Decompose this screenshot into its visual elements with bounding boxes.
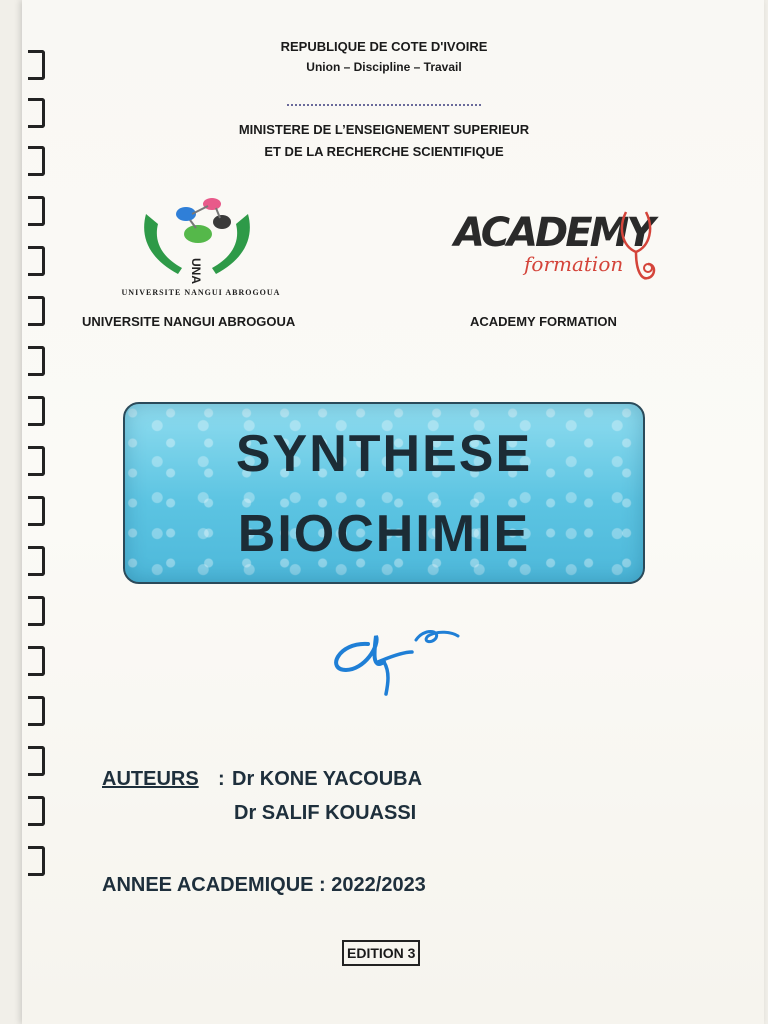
author-1: Dr KONE YACOUBA xyxy=(232,768,423,790)
una-logo-caption: UNIVERSITE NANGUI ABROGOUA xyxy=(121,288,281,297)
title-line-2: BIOCHIMIE xyxy=(237,505,531,563)
institution-una: UNIVERSITE NANGUI ABROGOUA xyxy=(82,314,296,329)
signature-icon xyxy=(328,622,468,702)
republic-header: REPUBLIQUE DE COTE D'IVOIRE xyxy=(280,39,488,54)
edition-badge: EDITION 3 xyxy=(342,940,420,966)
academy-logo-subtitle: formation xyxy=(524,252,624,276)
authors-label: AUTEURS xyxy=(102,768,199,790)
una-letters: UNA xyxy=(189,258,203,284)
academic-year: ANNEE ACADEMIQUE : 2022/2023 xyxy=(102,874,426,896)
title-banner xyxy=(123,402,645,584)
dotted-divider xyxy=(287,104,481,106)
una-logo-icon xyxy=(112,196,282,298)
institution-academy: ACADEMY FORMATION xyxy=(470,314,617,329)
title-line-1: SYNTHESE xyxy=(235,425,533,483)
ministry-line-2: ET DE LA RECHERCHE SCIENTIFIQUE xyxy=(264,144,504,159)
academy-logo-word: ACADEMY xyxy=(454,210,653,256)
national-motto: Union – Discipline – Travail xyxy=(306,60,462,74)
authors-colon: : xyxy=(218,768,225,790)
author-2: Dr SALIF KOUASSI xyxy=(234,802,417,824)
ministry-line-1: MINISTERE DE L’ENSEIGNEMENT SUPERIEUR xyxy=(238,122,530,137)
academy-logo-icon xyxy=(448,202,668,292)
